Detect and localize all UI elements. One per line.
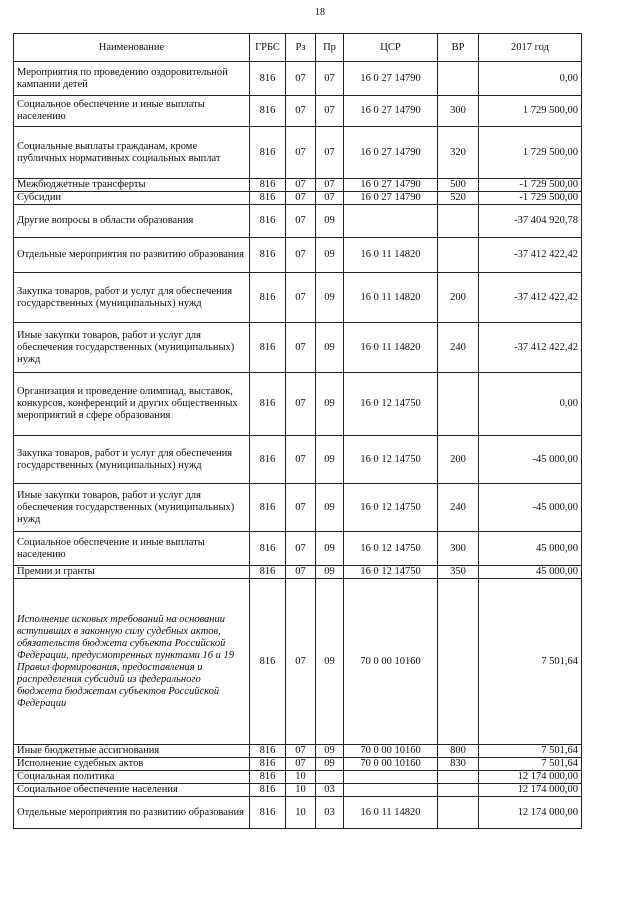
row-amount: 0,00 — [479, 373, 582, 436]
row-grbs: 816 — [250, 323, 286, 373]
table-row — [14, 96, 582, 127]
row-vr: 200 — [438, 436, 479, 484]
row-name: Премии и гранты — [14, 566, 250, 579]
row-grbs: 816 — [250, 745, 286, 758]
row-amount: 7 501,64 — [479, 745, 582, 758]
row-rz: 07 — [286, 192, 316, 205]
row-vr: 240 — [438, 484, 479, 532]
row-vr — [438, 62, 479, 96]
row-grbs: 816 — [250, 484, 286, 532]
row-name: Отдельные мероприятия по развитию образования — [14, 238, 250, 273]
row-vr — [438, 373, 479, 436]
row-pr: 03 — [316, 784, 344, 797]
row-amount: 7 501,64 — [479, 579, 582, 745]
row-grbs: 816 — [250, 127, 286, 179]
header-year: 2017 год — [479, 34, 582, 62]
row-rz: 07 — [286, 758, 316, 771]
row-grbs: 816 — [250, 192, 286, 205]
row-csr: 16 0 11 14820 — [344, 797, 438, 829]
row-pr: 09 — [316, 566, 344, 579]
row-name: Социальное обеспечение населения — [14, 784, 250, 797]
row-grbs: 816 — [250, 96, 286, 127]
row-pr: 07 — [316, 127, 344, 179]
row-csr: 16 0 11 14820 — [344, 273, 438, 323]
row-vr: 520 — [438, 192, 479, 205]
table-row — [14, 192, 582, 205]
row-amount: -1 729 500,00 — [479, 192, 582, 205]
page-number: 18 — [315, 7, 325, 18]
row-grbs: 816 — [250, 273, 286, 323]
row-pr: 09 — [316, 579, 344, 745]
row-pr: 09 — [316, 238, 344, 273]
row-csr: 16 0 11 14820 — [344, 238, 438, 273]
row-pr: 09 — [316, 532, 344, 566]
table-row — [14, 238, 582, 273]
row-rz: 10 — [286, 784, 316, 797]
row-vr: 320 — [438, 127, 479, 179]
table-row — [14, 484, 582, 532]
row-rz: 07 — [286, 62, 316, 96]
row-rz: 10 — [286, 771, 316, 784]
row-rz: 07 — [286, 566, 316, 579]
table-row — [14, 179, 582, 192]
table-row — [14, 273, 582, 323]
row-amount: -45 000,00 — [479, 436, 582, 484]
row-csr: 16 0 11 14820 — [344, 323, 438, 373]
row-name: Исполнение исковых требований на основании вступивших в законную силу судебных актов, обязательств бюджета субъекта Российской Федерации, предусмотренных пунктами 16 и 19 Правил формирования, предоставления и распределения субсидий из федерального бюджета бюджетам субъектов Российской Федерации — [14, 579, 250, 745]
row-csr: 70 0 00 10160 — [344, 579, 438, 745]
row-rz: 07 — [286, 127, 316, 179]
budget-table — [13, 33, 582, 829]
row-pr: 07 — [316, 192, 344, 205]
table-row — [14, 62, 582, 96]
row-csr: 16 0 27 14790 — [344, 179, 438, 192]
row-grbs: 816 — [250, 62, 286, 96]
row-grbs: 816 — [250, 771, 286, 784]
row-csr: 70 0 00 10160 — [344, 745, 438, 758]
row-pr: 07 — [316, 96, 344, 127]
row-amount: 12 174 000,00 — [479, 771, 582, 784]
row-rz: 07 — [286, 579, 316, 745]
row-rz: 07 — [286, 179, 316, 192]
row-grbs: 816 — [250, 758, 286, 771]
table-row — [14, 205, 582, 238]
row-amount: 1 729 500,00 — [479, 127, 582, 179]
row-amount: 12 174 000,00 — [479, 797, 582, 829]
table-row — [14, 127, 582, 179]
row-grbs: 816 — [250, 566, 286, 579]
row-csr: 16 0 12 14750 — [344, 566, 438, 579]
table-row — [14, 784, 582, 797]
row-name: Закупка товаров, работ и услуг для обеспечения государственных (муниципальных) нужд — [14, 273, 250, 323]
row-grbs: 816 — [250, 532, 286, 566]
row-pr: 09 — [316, 484, 344, 532]
row-amount: 1 729 500,00 — [479, 96, 582, 127]
row-pr: 09 — [316, 436, 344, 484]
row-pr: 09 — [316, 205, 344, 238]
table-row — [14, 532, 582, 566]
row-name: Иные бюджетные ассигнования — [14, 745, 250, 758]
table-row — [14, 758, 582, 771]
row-csr: 16 0 27 14790 — [344, 96, 438, 127]
row-csr — [344, 205, 438, 238]
row-name: Межбюджетные трансферты — [14, 179, 250, 192]
row-vr — [438, 797, 479, 829]
row-amount: 0,00 — [479, 62, 582, 96]
row-name: Отдельные мероприятия по развитию образования — [14, 797, 250, 829]
row-amount: -1 729 500,00 — [479, 179, 582, 192]
row-amount: -45 000,00 — [479, 484, 582, 532]
row-name: Субсидии — [14, 192, 250, 205]
row-grbs: 816 — [250, 205, 286, 238]
row-vr: 300 — [438, 96, 479, 127]
row-vr: 300 — [438, 532, 479, 566]
table-row — [14, 373, 582, 436]
row-pr: 07 — [316, 62, 344, 96]
row-name: Иные закупки товаров, работ и услуг для обеспечения государственных (муниципальных) нужд — [14, 484, 250, 532]
row-csr — [344, 784, 438, 797]
row-rz: 10 — [286, 797, 316, 829]
row-pr: 09 — [316, 745, 344, 758]
row-amount: -37 412 422,42 — [479, 273, 582, 323]
row-name: Социальные выплаты гражданам, кроме публичных нормативных социальных выплат — [14, 127, 250, 179]
row-csr: 16 0 27 14790 — [344, 62, 438, 96]
row-rz: 07 — [286, 273, 316, 323]
table-row — [14, 323, 582, 373]
row-amount: -37 404 920,78 — [479, 205, 582, 238]
table-row — [14, 566, 582, 579]
row-pr: 03 — [316, 797, 344, 829]
row-grbs: 816 — [250, 238, 286, 273]
row-csr: 16 0 27 14790 — [344, 192, 438, 205]
row-name: Закупка товаров, работ и услуг для обеспечения государственных (муниципальных) нужд — [14, 436, 250, 484]
row-amount: -37 412 422,42 — [479, 323, 582, 373]
row-pr: 09 — [316, 373, 344, 436]
row-vr — [438, 784, 479, 797]
row-amount: 7 501,64 — [479, 758, 582, 771]
row-name: Другие вопросы в области образования — [14, 205, 250, 238]
row-amount: 12 174 000,00 — [479, 784, 582, 797]
row-vr — [438, 771, 479, 784]
row-csr: 70 0 00 10160 — [344, 758, 438, 771]
row-rz: 07 — [286, 532, 316, 566]
row-vr: 800 — [438, 745, 479, 758]
row-amount: 45 000,00 — [479, 566, 582, 579]
row-vr: 500 — [438, 179, 479, 192]
row-csr: 16 0 12 14750 — [344, 373, 438, 436]
row-csr — [344, 771, 438, 784]
row-grbs: 816 — [250, 784, 286, 797]
row-vr: 200 — [438, 273, 479, 323]
row-name: Мероприятия по проведению оздоровительной кампании детей — [14, 62, 250, 96]
row-name: Социальное обеспечение и иные выплаты населению — [14, 532, 250, 566]
table-row — [14, 771, 582, 784]
row-vr: 830 — [438, 758, 479, 771]
row-pr: 09 — [316, 758, 344, 771]
row-vr: 240 — [438, 323, 479, 373]
row-pr — [316, 771, 344, 784]
row-csr: 16 0 27 14790 — [344, 127, 438, 179]
row-pr: 07 — [316, 179, 344, 192]
row-rz: 07 — [286, 436, 316, 484]
row-rz: 07 — [286, 323, 316, 373]
row-pr: 09 — [316, 323, 344, 373]
row-name: Социальная политика — [14, 771, 250, 784]
row-csr: 16 0 12 14750 — [344, 484, 438, 532]
table-row — [14, 579, 582, 745]
row-grbs: 816 — [250, 797, 286, 829]
row-name: Исполнение судебных актов — [14, 758, 250, 771]
row-rz: 07 — [286, 745, 316, 758]
row-grbs: 816 — [250, 179, 286, 192]
row-grbs: 816 — [250, 579, 286, 745]
header-csr: ЦСР — [344, 34, 438, 62]
table-header-row — [14, 34, 582, 62]
row-amount: -37 412 422,42 — [479, 238, 582, 273]
table-row — [14, 797, 582, 829]
row-vr — [438, 579, 479, 745]
row-amount: 45 000,00 — [479, 532, 582, 566]
row-vr — [438, 238, 479, 273]
row-rz: 07 — [286, 484, 316, 532]
header-vr: ВР — [438, 34, 479, 62]
row-name: Организация и проведение олимпиад, выставок, конкурсов, конференций и других общественных мероприятий в сфере образования — [14, 373, 250, 436]
table-row — [14, 436, 582, 484]
row-rz: 07 — [286, 205, 316, 238]
row-rz: 07 — [286, 238, 316, 273]
header-name: Наименование — [14, 34, 250, 62]
header-pr: Пр — [316, 34, 344, 62]
row-grbs: 816 — [250, 373, 286, 436]
row-name: Социальное обеспечение и иные выплаты населению — [14, 96, 250, 127]
header-rz: Рз — [286, 34, 316, 62]
row-csr: 16 0 12 14750 — [344, 532, 438, 566]
row-rz: 07 — [286, 373, 316, 436]
row-grbs: 816 — [250, 436, 286, 484]
row-rz: 07 — [286, 96, 316, 127]
row-name: Иные закупки товаров, работ и услуг для обеспечения государственных (муниципальных) нужд — [14, 323, 250, 373]
table-row — [14, 745, 582, 758]
row-vr — [438, 205, 479, 238]
header-grbs: ГРБС — [250, 34, 286, 62]
row-pr: 09 — [316, 273, 344, 323]
row-csr: 16 0 12 14750 — [344, 436, 438, 484]
row-vr: 350 — [438, 566, 479, 579]
